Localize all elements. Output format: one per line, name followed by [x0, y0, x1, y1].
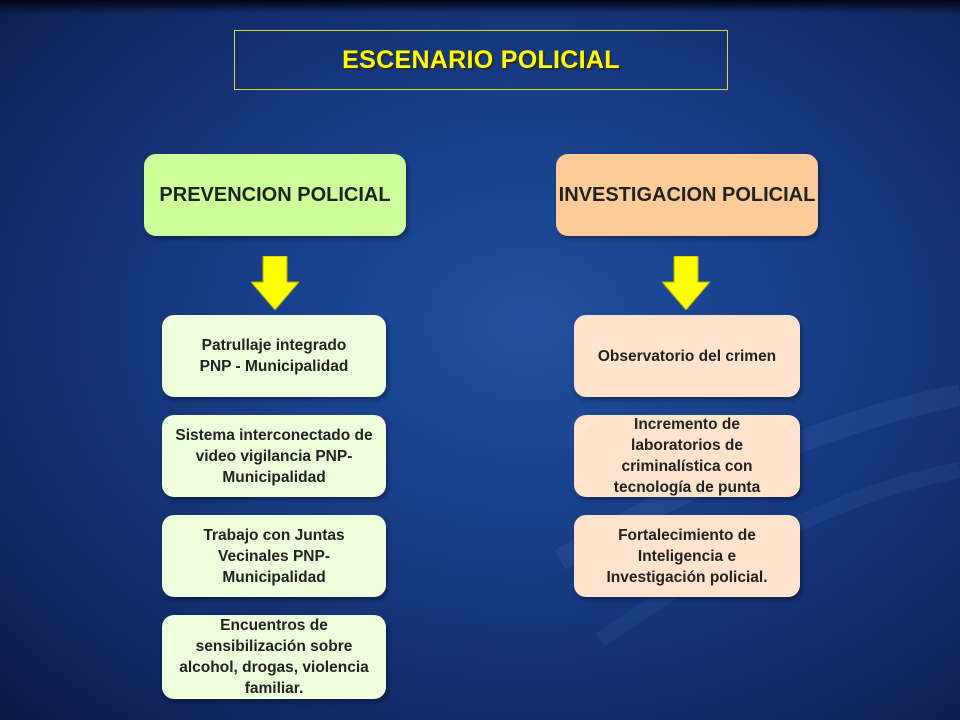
prevention-header: PREVENCION POLICIAL: [144, 154, 406, 236]
investigation-item-label: Fortalecimiento de Inteligencia e Investigación policial.: [606, 526, 768, 586]
investigation-item-label: Incremento de laboratorios de criminalística con tecnología de punta: [613, 416, 761, 496]
page-title: ESCENARIO POLICIAL: [342, 45, 620, 74]
down-arrow-icon: [251, 256, 299, 310]
prevention-item-video-vigilancia: [162, 415, 386, 497]
investigation-item-inteligencia: [574, 515, 800, 597]
prevention-item-label: Encuentros de sensibilización sobre alcohol, drogas, violencia familiar.: [179, 617, 369, 697]
top-dark-band: [0, 0, 960, 14]
prevention-item-patrullaje: [162, 315, 386, 397]
investigation-header: INVESTIGACION POLICIAL: [556, 154, 818, 236]
prevention-item-label: Patrullaje integrado PNP - Municipalidad: [199, 337, 349, 375]
investigation-item-laboratorios: [574, 415, 800, 497]
prevention-item-label: Trabajo con Juntas Vecinales PNP-Municipalidad: [203, 526, 345, 586]
down-arrow-icon: [662, 256, 710, 310]
prevention-item-juntas-vecinales: [162, 515, 386, 597]
title-box: [234, 30, 728, 90]
prevention-item-label: Sistema interconectado de video vigilancia PNP-Municipalidad: [175, 426, 373, 486]
investigation-item-observatorio: [574, 315, 800, 397]
prevention-item-encuentros: [162, 615, 386, 699]
investigation-item-label: Observatorio del crimen: [597, 347, 777, 365]
